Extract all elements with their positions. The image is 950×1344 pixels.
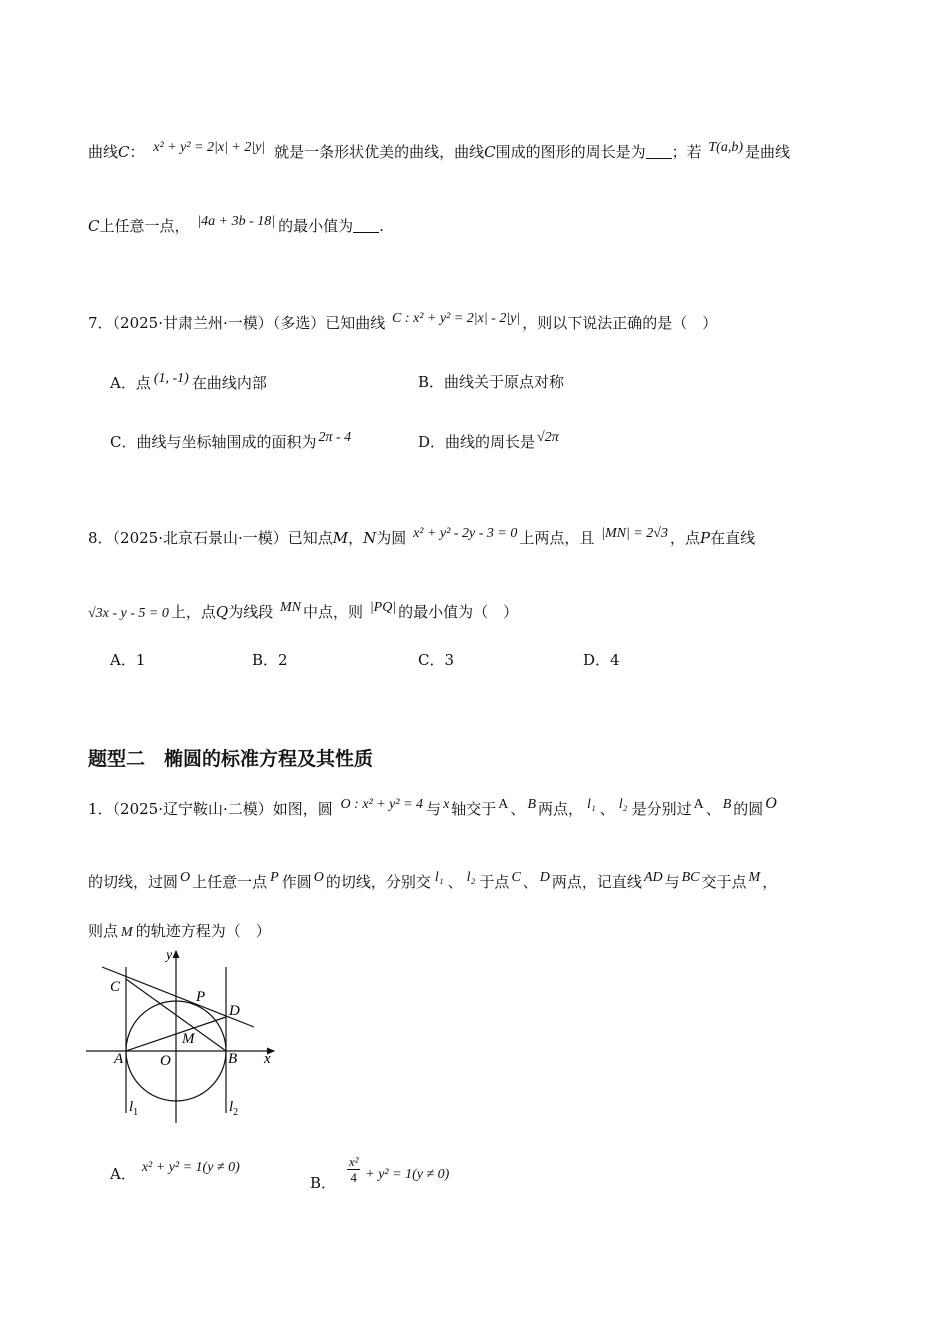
fraction-numerator: x² <box>348 1154 359 1169</box>
question-source: （2025·甘肃兰州·一模）（多选）已知曲线 <box>112 314 386 332</box>
q8-stem-1 <box>88 526 755 548</box>
question-number: 8． <box>88 529 113 547</box>
var-l2: l₂ <box>618 797 628 812</box>
text: B．曲线关于原点对称 <box>418 373 565 391</box>
label-x: x <box>264 1051 271 1067</box>
option-equation: x² + y² = 1(y ≠ 0) <box>141 1160 240 1175</box>
text: 交于点 <box>701 873 747 891</box>
text: C．3 <box>418 651 455 669</box>
intro-line-1 <box>88 140 790 162</box>
question-source: （2025·北京石景山·一模）已知点 <box>112 529 333 547</box>
text: 上，点 <box>170 603 216 621</box>
text: 、 <box>522 873 538 891</box>
label-l2-sub: 2 <box>233 1107 239 1118</box>
q8-option-c[interactable] <box>418 649 454 670</box>
segment-MN: MN <box>280 600 302 615</box>
p1-stem-3 <box>88 920 271 941</box>
text: A．点 <box>110 374 151 392</box>
text: A． <box>110 1165 136 1183</box>
var-A: A <box>498 797 509 812</box>
text: 曲线 <box>88 143 119 161</box>
text: 就是一条形状优美的曲线，曲线 <box>274 143 485 161</box>
q7-option-c[interactable] <box>110 430 351 452</box>
text: 、 <box>447 873 463 891</box>
abs-expression: |4a + 3b - 18| <box>197 214 276 229</box>
text: 作圆 <box>281 873 312 891</box>
text: 、 <box>705 800 721 818</box>
var-N: N <box>363 529 377 547</box>
var-P: P <box>699 529 711 547</box>
section-heading: 题型二 椭圆的标准方程及其性质 <box>88 748 374 770</box>
text: 轴交于 <box>451 800 497 818</box>
p1-option-b[interactable] <box>310 1154 450 1193</box>
label-B: B <box>228 1051 238 1067</box>
perimeter-value: √2π <box>537 430 559 445</box>
label-y: y <box>166 948 173 963</box>
text: D．曲线的周长是 <box>418 433 536 451</box>
text: 的轨迹方程为（ ） <box>135 922 271 940</box>
text: 在曲线内部 <box>191 374 267 392</box>
text: 则点 <box>88 922 119 940</box>
text: C．曲线与坐标轴围成的面积为 <box>110 433 317 451</box>
q8-option-a[interactable] <box>110 649 145 670</box>
var-C: C <box>484 143 496 161</box>
var-C: C <box>511 870 521 885</box>
text: 为线段 <box>228 603 274 621</box>
question-number: 7． <box>88 314 113 332</box>
q8-option-b[interactable] <box>252 649 288 670</box>
label-l2-main: l <box>229 1099 234 1115</box>
label-O: O <box>160 1053 171 1069</box>
text: D．4 <box>583 651 620 669</box>
p1-stem-2 <box>88 870 777 892</box>
var-O: O <box>313 870 324 885</box>
text: 在直线 <box>710 529 756 547</box>
q7-option-a[interactable] <box>110 371 267 393</box>
line-BC: BC <box>681 870 700 885</box>
text: 的最小值为 <box>278 217 354 235</box>
text: ，则以下说法正确的是（ ） <box>522 314 718 332</box>
var-x: x <box>443 797 450 812</box>
curve-equation: x² + y² = 2|x| + 2|y| <box>153 140 266 155</box>
text: 的最小值为（ ） <box>398 603 519 621</box>
var-Q: Q <box>215 603 229 621</box>
var-B: B <box>722 797 732 812</box>
text: B．2 <box>252 651 288 669</box>
var-A: A <box>693 797 704 812</box>
var-M: M <box>332 529 349 547</box>
text: 上两点，且 <box>519 529 595 547</box>
text: ， <box>348 529 364 547</box>
label-A: A <box>114 1051 124 1067</box>
var-D: D <box>539 870 550 885</box>
q7-stem <box>88 311 717 333</box>
var-O: O <box>180 870 191 885</box>
text: 中点，则 <box>303 603 364 621</box>
fraction <box>347 1154 361 1186</box>
label-M: M <box>182 1031 195 1047</box>
var-P: P <box>270 870 279 885</box>
line-AD: AD <box>643 870 663 885</box>
area-value: 2π - 4 <box>318 430 352 445</box>
p1-option-a[interactable] <box>110 1160 240 1184</box>
text: 围成的图形的周长是为 <box>495 143 646 161</box>
text: 是分别过 <box>631 800 692 818</box>
var-O: O <box>765 795 777 812</box>
p1-stem-1 <box>88 795 777 819</box>
q7-option-d[interactable] <box>418 430 559 452</box>
label-l2 <box>229 1099 238 1118</box>
label-l1 <box>129 1099 138 1118</box>
intro-line-2 <box>88 214 384 236</box>
point: (1, -1) <box>153 371 189 386</box>
text: A．1 <box>110 651 146 669</box>
var-C: C <box>118 143 130 161</box>
question-source: （2025·辽宁鞍山·二模）如图，圆 <box>112 800 333 818</box>
question-number: 1． <box>88 800 113 818</box>
text: ，点 <box>669 529 700 547</box>
text: 与 <box>664 873 680 891</box>
text: 两点， <box>538 800 584 818</box>
var-M: M <box>748 870 761 885</box>
var-B: B <box>527 797 536 812</box>
answer-blank <box>646 144 672 159</box>
label-P: P <box>196 989 206 1005</box>
text: ；若 <box>671 143 702 161</box>
text: 上任意一点 <box>192 873 268 891</box>
text: ， <box>762 873 778 891</box>
q8-stem-2 <box>88 600 518 622</box>
option-equation: + y² = 1(y ≠ 0) <box>365 1167 450 1182</box>
text: 是曲线 <box>745 143 791 161</box>
answer-blank <box>353 218 379 233</box>
var-l1: l₁ <box>587 797 596 812</box>
text: 两点，记直线 <box>551 873 642 891</box>
text: 的圆 <box>733 800 764 818</box>
curve-equation: C : x² + y² = 2|x| - 2|y| <box>392 311 521 326</box>
geometry-figure <box>86 945 286 1125</box>
text: ： <box>129 143 145 161</box>
var-l2: l₂ <box>466 870 476 885</box>
text: 为圆 <box>376 529 407 547</box>
point-T: T(a,b) <box>708 140 744 155</box>
q7-option-b[interactable] <box>418 371 564 392</box>
q8-option-d[interactable] <box>583 649 620 670</box>
circle-equation: O : x² + y² = 4 <box>340 797 424 812</box>
text: . <box>379 217 384 235</box>
label-C: C <box>110 979 121 995</box>
var-C: C <box>88 217 100 235</box>
text: 的切线，过圆 <box>88 873 179 891</box>
text: 、 <box>599 800 615 818</box>
circle-equation: x² + y² - 2y - 3 = 0 <box>413 526 518 541</box>
var-l1: l₁ <box>434 870 444 885</box>
text: 于点 <box>479 873 510 891</box>
text: 上任意一点， <box>99 217 190 235</box>
distance-PQ: |PQ| <box>369 600 397 615</box>
line-equation: √3x - y - 5 = 0 <box>88 606 169 621</box>
text: B． <box>310 1174 337 1192</box>
label-l1-main: l <box>129 1099 134 1115</box>
text: 与 <box>426 800 442 818</box>
var-M: M <box>121 925 133 940</box>
text: 、 <box>510 800 526 818</box>
fraction-denominator: 4 <box>350 1170 357 1185</box>
chord-length: |MN| = 2√3 <box>601 526 668 541</box>
label-D: D <box>229 1003 240 1019</box>
label-l1-sub: 1 <box>133 1107 139 1118</box>
text: 的切线，分别交 <box>325 873 431 891</box>
